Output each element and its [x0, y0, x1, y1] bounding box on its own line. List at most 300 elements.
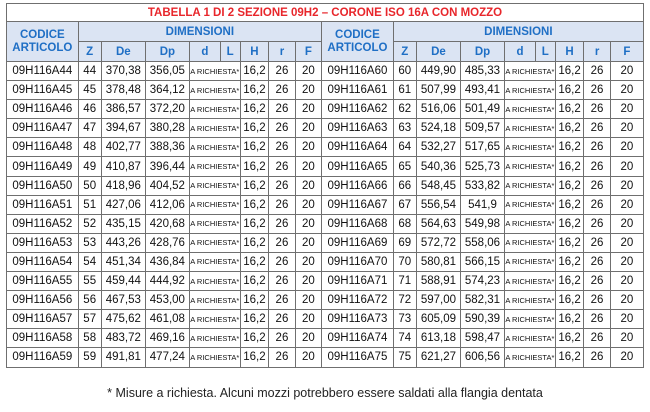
codice-articolo-cell: 09H116A55 [7, 272, 79, 291]
table-row [7, 310, 644, 329]
f-cell: 20 [295, 81, 321, 100]
h-cell: 16,2 [555, 176, 584, 195]
f-cell: 20 [610, 81, 643, 100]
codice-line1: CODICE [19, 28, 65, 41]
codice-articolo-cell: 09H116A54 [7, 252, 79, 271]
f-cell: 20 [295, 62, 321, 81]
codice-articolo-cell: 09H116A64 [322, 138, 394, 157]
f-cell: 20 [610, 62, 643, 81]
f-cell: 20 [610, 252, 643, 271]
r-cell: 26 [269, 195, 295, 214]
codice-articolo-cell: 09H116A48 [7, 138, 79, 157]
col-header: Z [393, 42, 416, 62]
r-cell: 26 [584, 348, 610, 367]
h-cell: 16,2 [555, 138, 584, 157]
h-cell: 16,2 [555, 81, 584, 100]
col-header: d [189, 42, 220, 62]
col-header: L [535, 42, 555, 62]
d-l-cell: A RICHIESTA* [505, 233, 556, 252]
h-cell: 16,2 [240, 138, 269, 157]
de-cell: 394,67 [101, 119, 145, 138]
f-cell: 20 [295, 348, 321, 367]
table-title: TABELLA 1 DI 2 SEZIONE 09H2 – CORONE ISO 16A CON MOZZO [7, 4, 644, 22]
z-cell: 58 [78, 329, 101, 348]
z-cell: 70 [393, 252, 416, 271]
h-cell: 16,2 [555, 195, 584, 214]
z-cell: 65 [393, 157, 416, 176]
table-row [7, 138, 644, 157]
dp-cell: 574,23 [460, 272, 504, 291]
f-cell: 20 [610, 272, 643, 291]
z-cell: 54 [78, 252, 101, 271]
r-cell: 26 [269, 348, 295, 367]
dp-cell: 533,82 [460, 176, 504, 195]
r-cell: 26 [269, 291, 295, 310]
de-cell: 386,57 [101, 100, 145, 119]
f-cell: 20 [610, 119, 643, 138]
h-cell: 16,2 [240, 329, 269, 348]
f-cell: 20 [295, 291, 321, 310]
col-header: De [416, 42, 460, 62]
f-cell: 20 [295, 157, 321, 176]
d-l-cell: A RICHIESTA* [189, 157, 240, 176]
h-cell: 16,2 [240, 214, 269, 233]
header-dimensioni-right: DIMENSIONI [393, 22, 643, 42]
f-cell: 20 [610, 100, 643, 119]
codice-articolo-cell: 09H116A70 [322, 252, 394, 271]
dp-cell: 598,47 [460, 329, 504, 348]
f-cell: 20 [295, 329, 321, 348]
de-cell: 475,62 [101, 310, 145, 329]
h-cell: 16,2 [240, 119, 269, 138]
table-row [7, 329, 644, 348]
r-cell: 26 [269, 272, 295, 291]
d-l-cell: A RICHIESTA* [189, 233, 240, 252]
codice-articolo-cell: 09H116A52 [7, 214, 79, 233]
codice-articolo-cell: 09H116A46 [7, 100, 79, 119]
codice-articolo-cell: 09H116A51 [7, 195, 79, 214]
table-row [7, 157, 644, 176]
codice-articolo-cell: 09H116A50 [7, 176, 79, 195]
dp-cell: 404,52 [145, 176, 189, 195]
h-cell: 16,2 [240, 272, 269, 291]
r-cell: 26 [584, 62, 610, 81]
col-header: H [240, 42, 269, 62]
col-header: Dp [145, 42, 189, 62]
r-cell: 26 [584, 272, 610, 291]
dp-cell: 509,57 [460, 119, 504, 138]
table-row [7, 272, 644, 291]
r-cell: 26 [269, 138, 295, 157]
r-cell: 26 [584, 252, 610, 271]
de-cell: 459,44 [101, 272, 145, 291]
codice-articolo-cell: 09H116A71 [322, 272, 394, 291]
dp-cell: 606,56 [460, 348, 504, 367]
d-l-cell: A RICHIESTA* [189, 100, 240, 119]
z-cell: 62 [393, 100, 416, 119]
h-cell: 16,2 [555, 348, 584, 367]
z-cell: 57 [78, 310, 101, 329]
z-cell: 69 [393, 233, 416, 252]
codice-articolo-cell: 09H116A58 [7, 329, 79, 348]
h-cell: 16,2 [555, 119, 584, 138]
codice-articolo-cell: 09H116A53 [7, 233, 79, 252]
d-l-cell: A RICHIESTA* [189, 329, 240, 348]
codice-articolo-cell: 09H116A67 [322, 195, 394, 214]
de-cell: 588,91 [416, 272, 460, 291]
f-cell: 20 [295, 272, 321, 291]
r-cell: 26 [269, 310, 295, 329]
f-cell: 20 [610, 310, 643, 329]
codice-articolo-cell: 09H116A45 [7, 81, 79, 100]
codice-articolo-cell: 09H116A61 [322, 81, 394, 100]
r-cell: 26 [584, 138, 610, 157]
dp-cell: 364,12 [145, 81, 189, 100]
dp-cell: 420,68 [145, 214, 189, 233]
d-l-cell: A RICHIESTA* [189, 176, 240, 195]
catalog-sheet [6, 3, 644, 368]
h-cell: 16,2 [240, 176, 269, 195]
codice-articolo-cell: 09H116A72 [322, 291, 394, 310]
z-cell: 68 [393, 214, 416, 233]
d-l-cell: A RICHIESTA* [505, 329, 556, 348]
dp-cell: 477,24 [145, 348, 189, 367]
d-l-cell: A RICHIESTA* [505, 138, 556, 157]
table-row [7, 195, 644, 214]
h-cell: 16,2 [240, 157, 269, 176]
codice-articolo-cell: 09H116A60 [322, 62, 394, 81]
d-l-cell: A RICHIESTA* [505, 310, 556, 329]
de-cell: 556,54 [416, 195, 460, 214]
de-cell: 532,27 [416, 138, 460, 157]
de-cell: 443,26 [101, 233, 145, 252]
z-cell: 75 [393, 348, 416, 367]
z-cell: 73 [393, 310, 416, 329]
h-cell: 16,2 [240, 62, 269, 81]
dp-cell: 493,41 [460, 81, 504, 100]
r-cell: 26 [584, 176, 610, 195]
r-cell: 26 [584, 214, 610, 233]
d-l-cell: A RICHIESTA* [505, 176, 556, 195]
z-cell: 67 [393, 195, 416, 214]
h-cell: 16,2 [555, 100, 584, 119]
dp-cell: 372,20 [145, 100, 189, 119]
codice-articolo-cell: 09H116A65 [322, 157, 394, 176]
z-cell: 72 [393, 291, 416, 310]
h-cell: 16,2 [555, 62, 584, 81]
codice-articolo-cell: 09H116A75 [322, 348, 394, 367]
col-header: F [610, 42, 643, 62]
codice-articolo-cell: 09H116A73 [322, 310, 394, 329]
de-cell: 516,06 [416, 100, 460, 119]
dp-cell: 453,00 [145, 291, 189, 310]
dp-cell: 558,06 [460, 233, 504, 252]
dp-cell: 444,92 [145, 272, 189, 291]
col-header: r [269, 42, 295, 62]
z-cell: 66 [393, 176, 416, 195]
f-cell: 20 [610, 348, 643, 367]
r-cell: 26 [584, 100, 610, 119]
f-cell: 20 [610, 214, 643, 233]
z-cell: 47 [78, 119, 101, 138]
header-dimensioni-left: DIMENSIONI [78, 22, 321, 42]
h-cell: 16,2 [240, 81, 269, 100]
codice-line2: ARTICOLO [12, 41, 73, 54]
table-row [7, 291, 644, 310]
codice-articolo-cell: 09H116A62 [322, 100, 394, 119]
codice-articolo-cell: 09H116A69 [322, 233, 394, 252]
table-row [7, 81, 644, 100]
d-l-cell: A RICHIESTA* [189, 310, 240, 329]
de-cell: 467,53 [101, 291, 145, 310]
h-cell: 16,2 [555, 310, 584, 329]
f-cell: 20 [295, 233, 321, 252]
dimension-table [6, 3, 644, 368]
z-cell: 56 [78, 291, 101, 310]
col-header: Z [78, 42, 101, 62]
f-cell: 20 [295, 214, 321, 233]
z-cell: 52 [78, 214, 101, 233]
f-cell: 20 [610, 195, 643, 214]
d-l-cell: A RICHIESTA* [505, 62, 556, 81]
d-l-cell: A RICHIESTA* [189, 81, 240, 100]
table-row [7, 176, 644, 195]
codice-line2: ARTICOLO [327, 41, 388, 54]
de-cell: 435,15 [101, 214, 145, 233]
h-cell: 16,2 [240, 348, 269, 367]
f-cell: 20 [295, 119, 321, 138]
z-cell: 49 [78, 157, 101, 176]
col-header: d [505, 42, 536, 62]
dp-cell: 356,05 [145, 62, 189, 81]
r-cell: 26 [269, 233, 295, 252]
r-cell: 26 [269, 100, 295, 119]
z-cell: 55 [78, 272, 101, 291]
codice-articolo-cell: 09H116A68 [322, 214, 394, 233]
f-cell: 20 [610, 138, 643, 157]
z-cell: 71 [393, 272, 416, 291]
dp-cell: 582,31 [460, 291, 504, 310]
f-cell: 20 [610, 176, 643, 195]
dp-cell: 501,49 [460, 100, 504, 119]
dp-cell: 541,9 [460, 195, 504, 214]
dp-cell: 461,08 [145, 310, 189, 329]
table-row [7, 214, 644, 233]
z-cell: 51 [78, 195, 101, 214]
d-l-cell: A RICHIESTA* [189, 348, 240, 367]
dp-cell: 469,16 [145, 329, 189, 348]
header-codice-articolo-right [322, 22, 394, 62]
h-cell: 16,2 [555, 157, 584, 176]
de-cell: 597,00 [416, 291, 460, 310]
r-cell: 26 [584, 233, 610, 252]
f-cell: 20 [295, 100, 321, 119]
z-cell: 45 [78, 81, 101, 100]
z-cell: 63 [393, 119, 416, 138]
d-l-cell: A RICHIESTA* [189, 272, 240, 291]
d-l-cell: A RICHIESTA* [505, 214, 556, 233]
table-row [7, 62, 644, 81]
de-cell: 491,81 [101, 348, 145, 367]
h-cell: 16,2 [240, 100, 269, 119]
de-cell: 548,45 [416, 176, 460, 195]
col-header: Dp [460, 42, 504, 62]
d-l-cell: A RICHIESTA* [189, 119, 240, 138]
d-l-cell: A RICHIESTA* [505, 291, 556, 310]
r-cell: 26 [269, 214, 295, 233]
r-cell: 26 [269, 157, 295, 176]
r-cell: 26 [584, 119, 610, 138]
r-cell: 26 [584, 157, 610, 176]
f-cell: 20 [295, 138, 321, 157]
r-cell: 26 [269, 62, 295, 81]
codice-articolo-cell: 09H116A57 [7, 310, 79, 329]
r-cell: 26 [269, 329, 295, 348]
h-cell: 16,2 [555, 233, 584, 252]
table-row [7, 348, 644, 367]
h-cell: 16,2 [240, 233, 269, 252]
h-cell: 16,2 [240, 291, 269, 310]
r-cell: 26 [584, 329, 610, 348]
dp-cell: 396,44 [145, 157, 189, 176]
table-row [7, 233, 644, 252]
dp-cell: 517,65 [460, 138, 504, 157]
dp-cell: 428,76 [145, 233, 189, 252]
z-cell: 46 [78, 100, 101, 119]
de-cell: 427,06 [101, 195, 145, 214]
d-l-cell: A RICHIESTA* [189, 252, 240, 271]
d-l-cell: A RICHIESTA* [189, 62, 240, 81]
z-cell: 48 [78, 138, 101, 157]
f-cell: 20 [295, 176, 321, 195]
d-l-cell: A RICHIESTA* [505, 119, 556, 138]
dp-cell: 485,33 [460, 62, 504, 81]
f-cell: 20 [295, 310, 321, 329]
h-cell: 16,2 [555, 291, 584, 310]
r-cell: 26 [584, 310, 610, 329]
f-cell: 20 [295, 195, 321, 214]
dp-cell: 566,15 [460, 252, 504, 271]
col-header: De [101, 42, 145, 62]
d-l-cell: A RICHIESTA* [505, 272, 556, 291]
col-header: F [295, 42, 321, 62]
r-cell: 26 [584, 291, 610, 310]
codice-articolo-cell: 09H116A74 [322, 329, 394, 348]
z-cell: 74 [393, 329, 416, 348]
table-row [7, 252, 644, 271]
f-cell: 20 [610, 329, 643, 348]
r-cell: 26 [269, 119, 295, 138]
z-cell: 53 [78, 233, 101, 252]
d-l-cell: A RICHIESTA* [505, 81, 556, 100]
f-cell: 20 [610, 157, 643, 176]
z-cell: 50 [78, 176, 101, 195]
z-cell: 64 [393, 138, 416, 157]
h-cell: 16,2 [555, 214, 584, 233]
table-row [7, 100, 644, 119]
de-cell: 451,34 [101, 252, 145, 271]
d-l-cell: A RICHIESTA* [189, 138, 240, 157]
dp-cell: 388,36 [145, 138, 189, 157]
de-cell: 564,63 [416, 214, 460, 233]
z-cell: 44 [78, 62, 101, 81]
d-l-cell: A RICHIESTA* [505, 157, 556, 176]
codice-articolo-cell: 09H116A59 [7, 348, 79, 367]
de-cell: 410,87 [101, 157, 145, 176]
h-cell: 16,2 [240, 310, 269, 329]
header-codice-articolo-left [7, 22, 79, 62]
r-cell: 26 [269, 81, 295, 100]
de-cell: 370,38 [101, 62, 145, 81]
d-l-cell: A RICHIESTA* [505, 252, 556, 271]
de-cell: 507,99 [416, 81, 460, 100]
f-cell: 20 [610, 233, 643, 252]
d-l-cell: A RICHIESTA* [505, 348, 556, 367]
de-cell: 483,72 [101, 329, 145, 348]
table-row [7, 119, 644, 138]
de-cell: 378,48 [101, 81, 145, 100]
de-cell: 621,27 [416, 348, 460, 367]
de-cell: 540,36 [416, 157, 460, 176]
h-cell: 16,2 [240, 195, 269, 214]
d-l-cell: A RICHIESTA* [189, 214, 240, 233]
d-l-cell: A RICHIESTA* [505, 100, 556, 119]
r-cell: 26 [269, 252, 295, 271]
de-cell: 449,90 [416, 62, 460, 81]
codice-articolo-cell: 09H116A47 [7, 119, 79, 138]
dp-cell: 412,06 [145, 195, 189, 214]
de-cell: 524,18 [416, 119, 460, 138]
d-l-cell: A RICHIESTA* [189, 291, 240, 310]
h-cell: 16,2 [555, 329, 584, 348]
r-cell: 26 [584, 195, 610, 214]
f-cell: 20 [610, 291, 643, 310]
dp-cell: 590,39 [460, 310, 504, 329]
de-cell: 402,77 [101, 138, 145, 157]
r-cell: 26 [584, 81, 610, 100]
d-l-cell: A RICHIESTA* [189, 195, 240, 214]
col-header: r [584, 42, 610, 62]
codice-articolo-cell: 09H116A56 [7, 291, 79, 310]
f-cell: 20 [295, 252, 321, 271]
de-cell: 605,09 [416, 310, 460, 329]
de-cell: 613,18 [416, 329, 460, 348]
d-l-cell: A RICHIESTA* [505, 195, 556, 214]
dp-cell: 549,98 [460, 214, 504, 233]
de-cell: 580,81 [416, 252, 460, 271]
h-cell: 16,2 [240, 252, 269, 271]
dp-cell: 525,73 [460, 157, 504, 176]
table-body [7, 62, 644, 368]
codice-line1: CODICE [335, 28, 380, 41]
dp-cell: 380,28 [145, 119, 189, 138]
codice-articolo-cell: 09H116A44 [7, 62, 79, 81]
dp-cell: 436,84 [145, 252, 189, 271]
h-cell: 16,2 [555, 252, 584, 271]
de-cell: 418,96 [101, 176, 145, 195]
footnote: * Misure a richiesta. Alcuni mozzi potrebbero essere saldati alla flangia dentata [107, 386, 543, 400]
codice-articolo-cell: 09H116A49 [7, 157, 79, 176]
r-cell: 26 [269, 176, 295, 195]
codice-articolo-cell: 09H116A66 [322, 176, 394, 195]
z-cell: 61 [393, 81, 416, 100]
z-cell: 60 [393, 62, 416, 81]
de-cell: 572,72 [416, 233, 460, 252]
codice-articolo-cell: 09H116A63 [322, 119, 394, 138]
h-cell: 16,2 [555, 272, 584, 291]
z-cell: 59 [78, 348, 101, 367]
col-header: L [220, 42, 240, 62]
